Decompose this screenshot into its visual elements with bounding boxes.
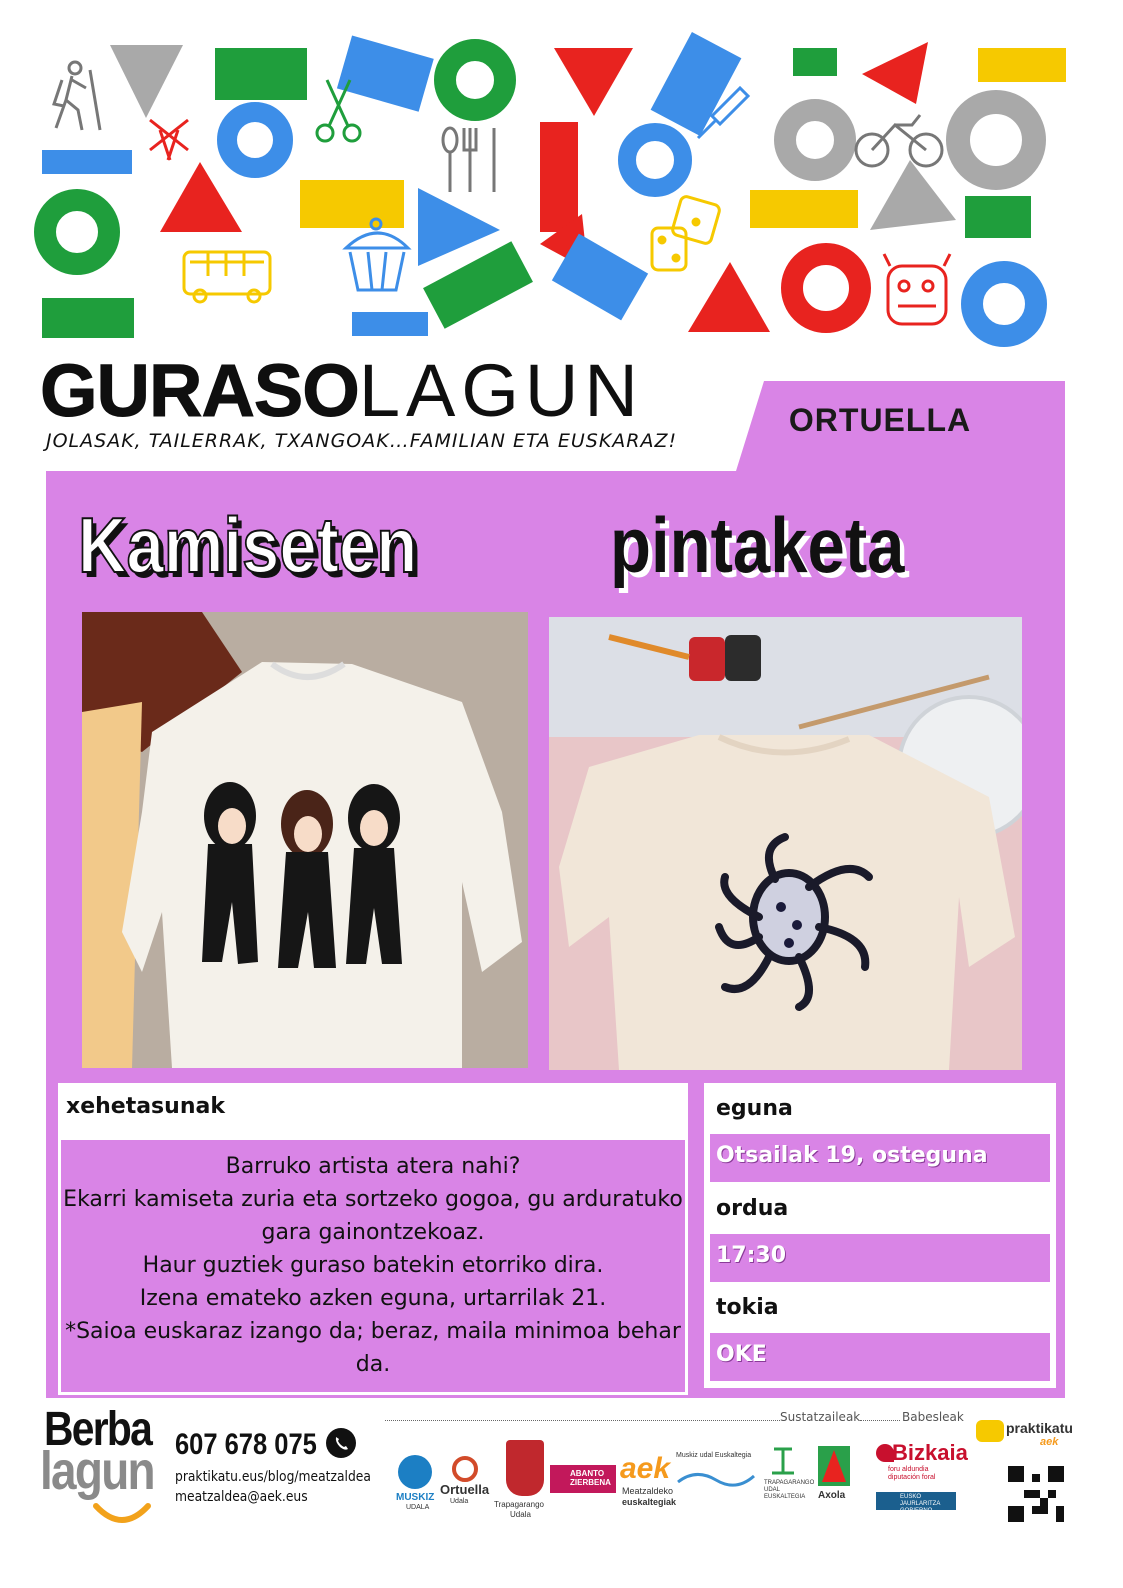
blue-rect-shape [42,150,132,174]
sponsors-label: Sustatzaileak [780,1410,861,1424]
muskiz-logo [398,1455,432,1489]
muskiz-euskaltegia-label: Muskiz udal Euskaltegia [676,1452,752,1459]
scissors-cross-icon [150,120,188,160]
berba-lagun-logo-bottom: lagun [40,1441,154,1501]
praktikatu-label: praktikatu [1006,1420,1073,1436]
hiker-icon [54,62,100,130]
smile-icon [92,1500,152,1530]
green-rect-shape [965,196,1031,238]
red-ring-shape [792,254,860,322]
blue-ring-shape [972,272,1036,336]
time-value: 17:30 [710,1234,1050,1282]
dice-icon [652,195,721,270]
website-link[interactable]: praktikatu.eus/blog/meatzaldea [175,1469,371,1485]
bizkaia-sub: foru aldundia diputación foral [888,1466,936,1481]
yellow-rect-shape [750,190,858,228]
blue-ring-shape [627,132,683,188]
ortuella-label: Ortuella [440,1482,490,1497]
place-label: tokia [716,1295,779,1320]
cupcake-icon [346,219,408,290]
whatsapp-icon [326,1428,356,1458]
green-rect-shape [42,298,134,338]
red-triangle-shape [554,48,633,116]
headline-part-1: Kamiseten [78,501,418,589]
trapagarano-coat-of-arms [506,1440,544,1496]
location-label: ORTUELLA [788,402,972,438]
brand-title-bold: GURASO [40,349,359,432]
green-rect-shape [215,48,307,100]
trapagarano-sub: Udala [510,1510,531,1519]
bus-icon [184,252,270,302]
day-label: eguna [716,1096,793,1121]
red-triangle-shape [160,162,242,232]
details-line: Izena emateko azken eguna, urtarrilak 21. [139,1286,607,1311]
place-value: OKE [710,1333,1050,1381]
email-link[interactable]: meatzaldea@aek.eus [175,1489,308,1505]
supporters-label: Babesleak [902,1410,964,1424]
time-label: ordua [716,1196,789,1221]
blue-ring-shape [227,112,283,168]
praktikatu-aek: aek [1040,1436,1059,1448]
details-line: *Saioa euskaraz izango da; beraz, maila minimoa behar da. [65,1319,681,1377]
trapagarano-label: Trapagarango [494,1500,544,1509]
brand-title-light: LAGUN [358,349,644,432]
cutlery-icon [443,128,494,192]
bizkaia-label: Bizkaia [892,1440,968,1465]
trapagarano-euskaltegia-label: TRAPAGARANGO UDAL EUSKALTEGIA [764,1480,815,1500]
aek-sub2: euskaltegiak [622,1497,677,1507]
bicycle-icon [856,115,942,166]
day-value: Otsailak 19, osteguna [710,1134,1050,1182]
sponsors-divider [385,1420,780,1421]
gray-triangle-shape [110,45,183,118]
green-ring-shape [45,200,109,264]
phone-number[interactable]: 607 678 075 [175,1428,317,1461]
green-rect-shape [793,48,837,76]
qr-code[interactable] [1008,1466,1064,1522]
supporters-divider [860,1420,900,1421]
abanto-label: ABANTO ZIERBENA [570,1469,611,1487]
yellow-rect-shape [978,48,1066,82]
guraso-lagun-logo [40,349,644,432]
praktikatu-bubble-icon [976,1420,1004,1442]
muskiz-euskaltegia-wave-icon [676,1462,756,1492]
aek-sub1: Meatzaldeko [622,1486,674,1496]
muskiz-sub: UDALA [406,1504,430,1511]
gray-ring-shape [785,110,845,170]
blue-rect-shape [352,312,428,336]
brand-tagline: JOLASAK, TAILERRAK, TXANGOAK…FAMILIAN ETA EUSKARAZ! [46,430,678,452]
gray-ring-shape [958,102,1034,178]
red-triangle-shape [688,262,770,332]
yellow-rect-shape [300,180,404,228]
blue-rect-shape [337,35,434,111]
axola-logo [818,1446,850,1486]
tshirt-photo-figures [82,612,528,1068]
details-label: xehetasunak [66,1094,225,1119]
headline-part-2: pintaketa [610,501,905,589]
details-line: Ekarri kamiseta zuria eta sortzeko gogoa, gu arduratuko gara gainontzekoaz. [63,1187,683,1245]
muskiz-label: MUSKIZ [396,1492,435,1503]
trapagarano-euskaltegia-icon [768,1445,798,1477]
green-ring-shape [445,50,505,110]
details-text [62,1150,684,1381]
gray-triangle-shape [870,160,956,230]
details-line: Haur guztiek guraso batekin etorriko dira. [142,1253,604,1278]
details-line: Barruko artista atera nahi? [225,1154,521,1179]
ortuella-logo [452,1456,478,1482]
berba-lagun-logo-top: Berba [44,1403,152,1456]
eusko-jaurlaritza-label: EUSKO JAURLARITZA GOBIERNO VASCO [900,1494,941,1521]
monster-icon [884,254,950,324]
red-rect-shape [540,122,578,232]
tshirt-photo-octopus [549,617,1022,1070]
red-triangle-shape [862,42,928,104]
aek-logo: aek [620,1452,671,1485]
axola-label: Axola [818,1490,846,1501]
decorative-shapes-banner [0,0,1123,350]
ortuella-sub: Udala [450,1498,469,1505]
